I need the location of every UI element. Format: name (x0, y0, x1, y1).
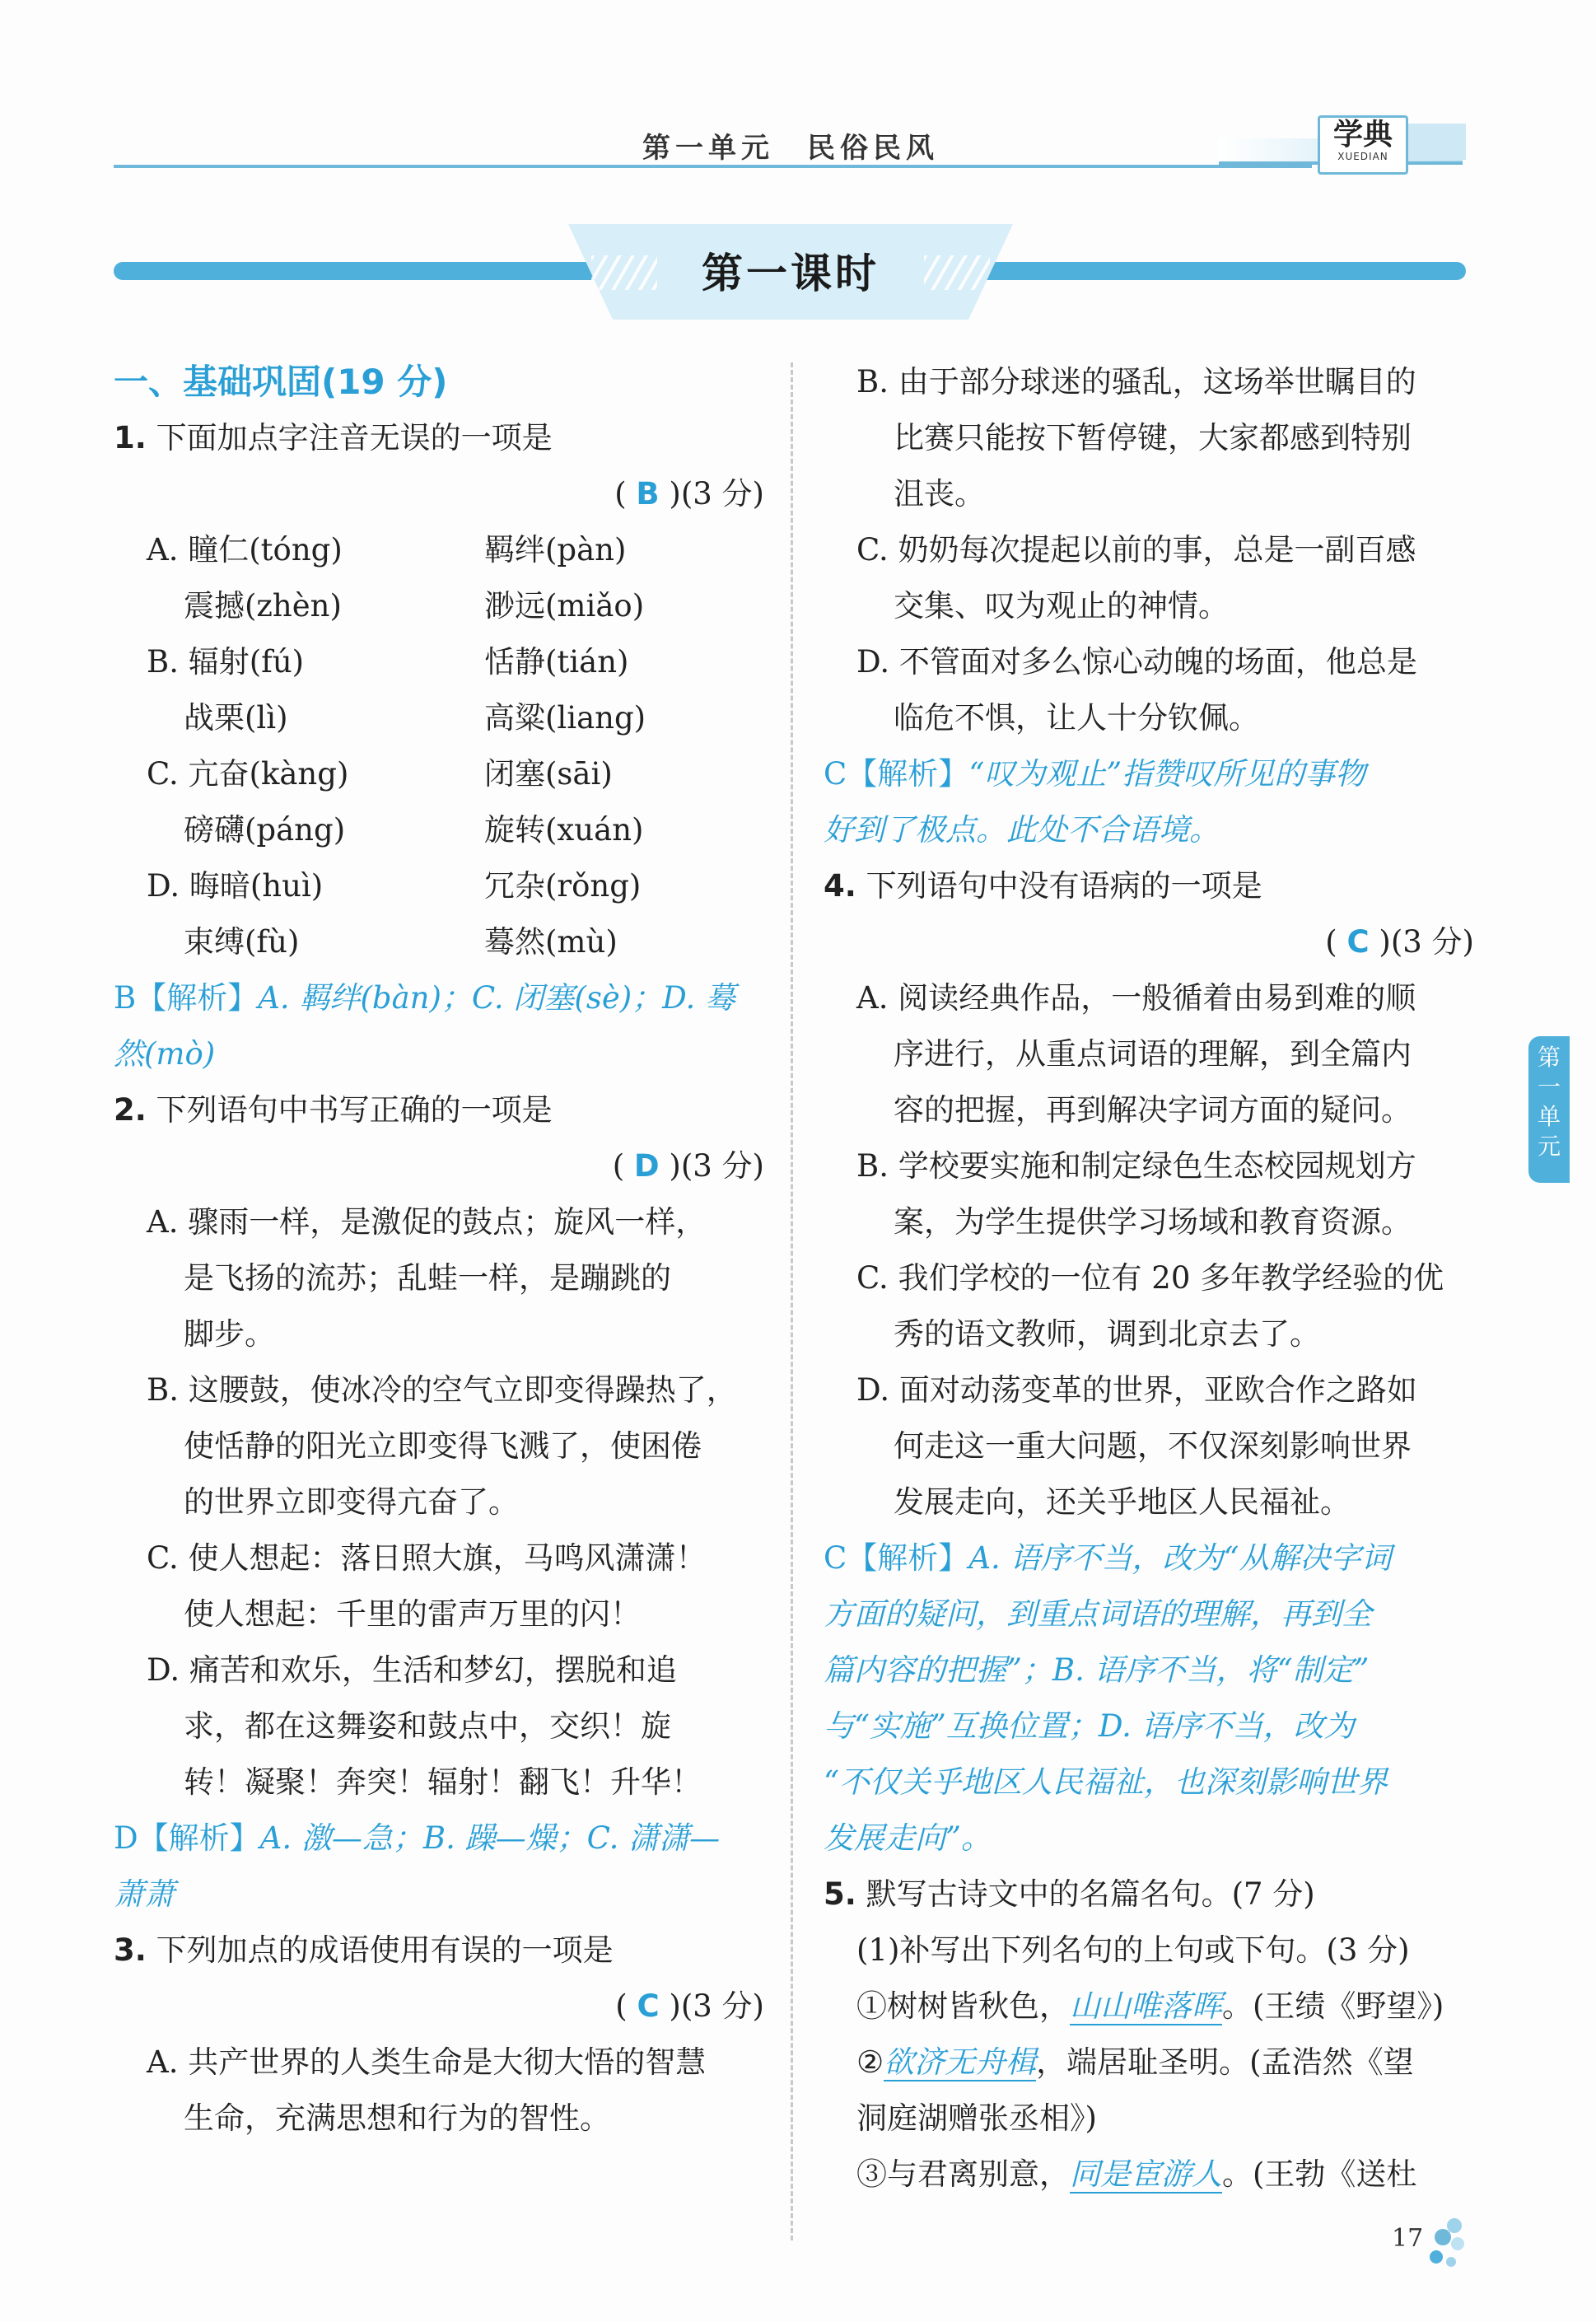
option-text (824, 410, 1474, 466)
option-item: 恬静(tián) (484, 644, 629, 680)
fill-suffix: 。(王勃《送杜 (1222, 2156, 1417, 2192)
option-text (114, 1474, 764, 1530)
question-number: 3. (114, 1932, 147, 1968)
option-pair (184, 914, 764, 970)
line-text: 的世界立即变得亢奋了。 (184, 1484, 519, 1520)
analysis-text: A. 激—急；B. 躁—燥；C. 潇潇— (259, 1820, 721, 1856)
option-text (114, 1530, 764, 1586)
question-number: 5. (824, 1876, 856, 1912)
option-row (114, 914, 764, 970)
option-text (824, 1923, 1474, 1979)
fill-blank-line (824, 1979, 1474, 2035)
option-text (824, 1082, 1474, 1138)
option-text (824, 1026, 1474, 1082)
line-text: 交集、叹为观止的神情。 (894, 588, 1229, 624)
line-text: 临危不惧，让人十分钦佩。 (894, 700, 1259, 736)
answer-bracket (114, 466, 764, 522)
fill-answer: 山山唯落晖 (1070, 1988, 1222, 2024)
analysis-line (824, 1754, 1474, 1810)
option-item: A. 瞳仁(tóng) (147, 532, 343, 568)
question-text: 下列语句中没有语病的一项是 (856, 868, 1262, 904)
option-row (114, 746, 764, 802)
logo-text: 学典 (1332, 117, 1393, 152)
option-text (824, 970, 1474, 1026)
line-text: 是飞扬的流苏；乱蛙一样，是蹦跳的 (184, 1260, 671, 1296)
bracket-open: ( (1325, 924, 1347, 960)
page-number: 17 (1392, 2224, 1424, 2253)
question-stem (114, 410, 764, 466)
option-item: 闭塞(sāi) (484, 756, 613, 792)
line-text: D. 面对动荡变革的世界，亚欧合作之路如 (856, 1372, 1417, 1408)
line-text: 生命，充满思想和行为的智性。 (184, 2100, 610, 2136)
fill-suffix: 。(王绩《野望》) (1222, 1988, 1444, 2024)
analysis-text: 与“实施”互换位置；D. 语序不当，改为 (824, 1708, 1355, 1744)
analysis-tag: C【解析】 (824, 1540, 969, 1576)
option-row (114, 690, 764, 746)
score-label: )(3 分) (659, 1148, 764, 1184)
line-text: 洞庭湖赠张丞相》) (856, 2100, 1097, 2136)
line-text: 使人想起：千里的雷声万里的闪！ (184, 1596, 641, 1632)
option-text (824, 2091, 1474, 2147)
option-pair (147, 746, 764, 802)
question-number: 4. (824, 868, 856, 904)
answer-choice: C (637, 1988, 660, 2024)
analysis-line (114, 1866, 764, 1923)
line-text: 脚步。 (184, 1316, 275, 1352)
line-text: 求，都在这舞姿和鼓点中，交织！旋 (184, 1708, 671, 1744)
logo-subtext: XUEDIAN (1337, 151, 1388, 162)
analysis-text: A. 羁绊(bàn)；C. 闭塞(sè)；D. 蓦 (258, 980, 736, 1016)
option-text (824, 1306, 1474, 1362)
line-text: D. 不管面对多么惊心动魄的场面，他总是 (856, 644, 1417, 680)
bracket-open: ( (615, 1988, 637, 2024)
bracket-open: ( (612, 1148, 634, 1184)
option-text (824, 1194, 1474, 1250)
publisher-logo (1318, 115, 1408, 175)
option-pair (147, 634, 764, 690)
left-column (114, 354, 764, 2147)
option-pair (147, 858, 764, 914)
option-text (114, 1250, 764, 1306)
score-label: )(3 分) (1369, 924, 1474, 960)
option-item: 战栗(lì) (184, 700, 288, 736)
option-text (114, 1194, 764, 1250)
fill-answer: 欲济无舟楫 (884, 2044, 1037, 2080)
analysis-tag: B【解析】 (114, 980, 259, 1016)
option-text (824, 690, 1474, 746)
analysis-line (114, 1810, 764, 1866)
option-row (114, 522, 764, 578)
option-text (824, 522, 1474, 578)
line-text: 发展走向，还关乎地区人民福祉。 (894, 1484, 1351, 1520)
answer-bracket (824, 914, 1474, 970)
option-item: B. 辐射(fú) (147, 644, 305, 680)
question-number: 1. (114, 420, 147, 456)
analysis-text: 然(mò) (114, 1036, 216, 1072)
option-item: 旋转(xuán) (484, 812, 644, 848)
option-text (824, 1362, 1474, 1418)
question-number: 2. (114, 1092, 147, 1128)
line-text: (1)补写出下列名句的上句或下句。(3 分) (856, 1932, 1410, 1968)
line-text: C. 我们学校的一位有 20 多年教学经验的优 (856, 1260, 1444, 1296)
analysis-text: “不仅关乎地区人民福祉，也深刻影响世界 (824, 1764, 1388, 1800)
option-pair (184, 802, 764, 858)
answer-choice: B (636, 476, 660, 512)
line-text: 秀的语文教师，调到北京去了。 (894, 1316, 1320, 1352)
option-pair (184, 578, 764, 634)
answer-bracket (114, 1979, 764, 2035)
fill-prefix: ② (856, 2044, 884, 2080)
line-text: C. 奶奶每次提起以前的事，总是一副百感 (856, 532, 1416, 568)
option-text (114, 1698, 764, 1754)
analysis-line (824, 1586, 1474, 1642)
option-text (114, 1306, 764, 1362)
option-item: D. 晦暗(huì) (147, 868, 324, 904)
analysis-text: 好到了极点。此处不合语境。 (824, 812, 1220, 848)
option-item: 磅礴(páng) (184, 812, 346, 848)
option-text (824, 466, 1474, 522)
option-text (114, 1362, 764, 1418)
line-text: C. 使人想起：落日照大旗，马鸣风潇潇！ (147, 1540, 707, 1576)
option-pair (184, 690, 764, 746)
answer-choice: D (633, 1148, 660, 1184)
line-text: 容的把握，再到解决字词方面的疑问。 (894, 1092, 1412, 1128)
line-text: B. 这腰鼓，使冰冷的空气立即变得躁热了， (147, 1372, 737, 1408)
analysis-line (824, 802, 1474, 858)
line-text: 比赛只能按下暂停键，大家都感到特别 (894, 420, 1412, 456)
option-text (824, 1418, 1474, 1474)
unit-side-tab[interactable]: 第一单元 (1528, 1036, 1570, 1183)
fill-suffix: ，端居耻圣明。(孟浩然《望 (1036, 2044, 1414, 2080)
option-row (114, 634, 764, 690)
option-text (114, 1642, 764, 1698)
analysis-line (824, 1642, 1474, 1698)
question-text: 下面加点字注音无误的一项是 (146, 420, 553, 456)
line-text: 序进行，从重点词语的理解，到全篇内 (894, 1036, 1412, 1072)
line-text: 沮丧。 (894, 476, 985, 512)
line-text: A. 阅读经典作品，一般循着由易到难的顺 (856, 980, 1416, 1016)
fill-prefix: ③与君离别意， (856, 2156, 1070, 2192)
analysis-line (824, 1698, 1474, 1754)
fill-answer: 同是宦游人 (1070, 2156, 1222, 2192)
answer-bracket (114, 1138, 764, 1194)
question-text: 下列语句中书写正确的一项是 (146, 1092, 553, 1128)
option-pair (147, 522, 764, 578)
option-text (114, 2091, 764, 2147)
analysis-text: 发展走向”。 (824, 1820, 992, 1856)
option-text (824, 1474, 1474, 1530)
option-item: 渺远(miǎo) (484, 588, 645, 624)
analysis-text: A. 语序不当，改为“从解决字词 (968, 1540, 1392, 1576)
line-text: A. 共产世界的人类生命是大彻大悟的智慧 (147, 2044, 707, 2080)
column-divider (791, 362, 793, 2240)
score-label: )(3 分) (659, 476, 764, 512)
option-text (824, 1138, 1474, 1194)
line-text: 转！凝聚！奔突！辐射！翻飞！升华！ (184, 1764, 702, 1800)
analysis-text: “叹为观止”指赞叹所见的事物 (968, 756, 1366, 792)
analysis-tag: C【解析】 (824, 756, 969, 792)
analysis-text: 萧萧 (114, 1876, 175, 1912)
analysis-line (114, 1026, 764, 1082)
option-text (114, 1754, 764, 1810)
option-text (824, 578, 1474, 634)
option-text (824, 354, 1474, 410)
question-stem (824, 858, 1474, 914)
section-title: 一、基础巩固(19 分) (114, 362, 448, 402)
line-text: B. 由于部分球迷的骚乱，这场举世瞩目的 (856, 364, 1416, 399)
option-item: 冗杂(rǒng) (484, 868, 642, 904)
option-item: 蓦然(mù) (484, 924, 618, 960)
question-text: 下列加点的成语使用有误的一项是 (146, 1932, 614, 1968)
line-text: 何走这一重大问题，不仅深刻影响世界 (894, 1428, 1412, 1464)
question-stem (114, 1082, 764, 1138)
logo-tab (1408, 124, 1466, 160)
page-decoration-icon (1418, 2214, 1468, 2272)
fill-prefix: ①树树皆秋色， (856, 1988, 1070, 2024)
analysis-line (824, 1530, 1474, 1586)
question-stem (824, 1866, 1474, 1923)
answer-choice: C (1346, 924, 1370, 960)
bracket-open: ( (614, 476, 637, 512)
fill-blank-line (824, 2035, 1474, 2091)
lesson-title: 第一课时 (702, 250, 880, 297)
unit-title: 第一单元 民俗民风 (642, 132, 939, 165)
analysis-line (824, 1810, 1474, 1866)
option-row (114, 802, 764, 858)
option-text (824, 634, 1474, 690)
score-label: )(3 分) (659, 1988, 764, 2024)
option-item: 束缚(fù) (184, 924, 300, 960)
line-text: A. 骤雨一样，是激促的鼓点；旋风一样， (147, 1204, 707, 1240)
text-line (114, 354, 764, 410)
option-item: C. 亢奋(kàng) (147, 756, 349, 792)
line-text: D. 痛苦和欢乐，生活和梦幻，摆脱和追 (147, 1652, 677, 1688)
question-stem (114, 1923, 764, 1979)
analysis-text: 方面的疑问，到重点词语的理解，再到全 (824, 1596, 1372, 1632)
option-text (824, 1250, 1474, 1306)
analysis-tag: D【解析】 (114, 1820, 260, 1856)
line-text: 案，为学生提供学习场域和教育资源。 (894, 1204, 1412, 1240)
fill-blank-line (824, 2147, 1474, 2203)
line-text: B. 学校要实施和制定绿色生态校园规划方 (856, 1148, 1416, 1184)
option-text (114, 2035, 764, 2091)
right-column (824, 354, 1474, 2203)
option-text (114, 1418, 764, 1474)
analysis-line (824, 746, 1474, 802)
option-text (114, 1586, 764, 1642)
option-item: 高粱(liang) (484, 700, 646, 736)
option-row (114, 858, 764, 914)
line-text: 使恬静的阳光立即变得飞溅了，使困倦 (184, 1428, 702, 1464)
option-row (114, 578, 764, 634)
option-item: 震撼(zhèn) (184, 588, 342, 624)
analysis-line (114, 970, 764, 1026)
analysis-text: 篇内容的把握”；B. 语序不当，将“制定” (824, 1652, 1370, 1688)
question-text: 默写古诗文中的名篇名句。(7 分) (856, 1876, 1315, 1912)
option-item: 羁绊(pàn) (484, 532, 627, 568)
